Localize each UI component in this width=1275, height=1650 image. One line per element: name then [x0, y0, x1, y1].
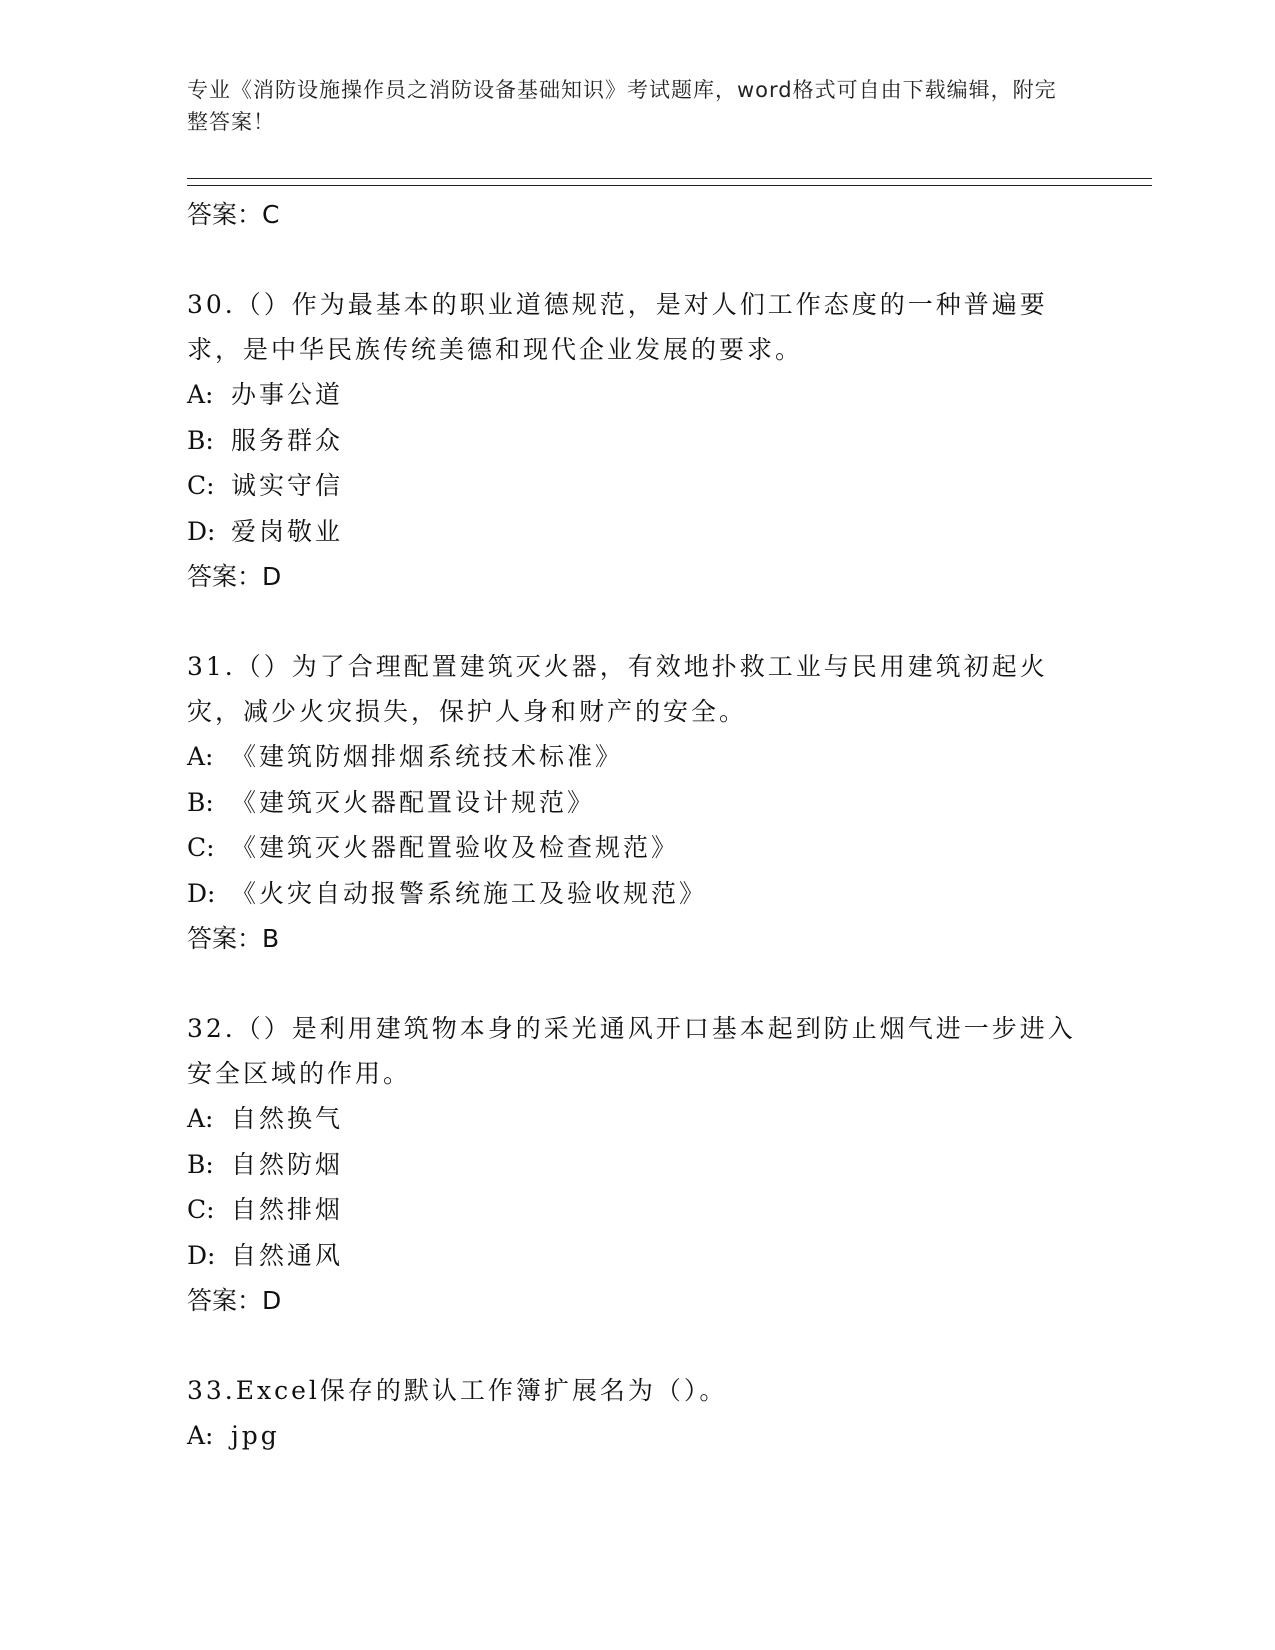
option-text: 诚实守信	[231, 471, 344, 500]
option-b	[187, 1142, 1087, 1188]
document-header: 专业《消防设施操作员之消防设备基础知识》考试题库，word格式可自由下载编辑，附完整答案！	[187, 78, 1057, 134]
header-double-rule	[187, 178, 1152, 186]
option-a	[187, 1413, 1087, 1459]
option-letter: C:	[187, 1195, 215, 1224]
option-letter: B:	[187, 425, 214, 455]
question-block	[187, 1368, 1087, 1459]
option-d	[187, 509, 1087, 555]
option-letter: B:	[187, 1149, 214, 1179]
option-letter: A:	[187, 1421, 214, 1450]
option-text: 办事公道	[231, 380, 344, 409]
option-c	[187, 463, 1087, 509]
option-c	[187, 825, 1087, 871]
option-c	[187, 1187, 1087, 1233]
option-text: 《建筑防烟排烟系统技术标准》	[231, 742, 624, 771]
option-letter: C:	[187, 471, 215, 500]
answer-line: 答案：D	[187, 1286, 282, 1315]
answer-line: 答案：C	[187, 200, 280, 229]
option-b	[187, 418, 1087, 464]
option-text: 爱岗敬业	[231, 516, 344, 546]
option-d	[187, 871, 1087, 917]
answer-line: 答案：B	[187, 924, 280, 953]
option-letter: A:	[187, 1104, 214, 1133]
option-letter: D:	[187, 516, 216, 546]
question-block	[187, 1006, 1087, 1324]
question-text: 31.（）为了合理配置建筑灭火器，有效地扑救工业与民用建筑初起火灾，减少火灾损失，保护人身和财产的安全。	[187, 652, 1048, 726]
option-d	[187, 1233, 1087, 1279]
option-text: 自然排烟	[231, 1195, 344, 1224]
option-a	[187, 734, 1087, 780]
option-letter: B:	[187, 787, 214, 817]
option-text: 自然防烟	[231, 1149, 344, 1179]
option-a	[187, 372, 1087, 418]
option-letter: C:	[187, 833, 215, 862]
option-text: jpg	[231, 1421, 280, 1450]
question-block	[187, 644, 1087, 962]
option-letter: D:	[187, 1240, 216, 1270]
option-letter: A:	[187, 742, 214, 771]
option-text: 服务群众	[231, 425, 344, 455]
option-letter: A:	[187, 380, 214, 409]
option-text: 《火灾自动报警系统施工及验收规范》	[231, 878, 708, 908]
option-a	[187, 1096, 1087, 1142]
option-text: 自然换气	[231, 1104, 344, 1133]
option-text: 《建筑灭火器配置设计规范》	[231, 787, 596, 817]
question-list	[187, 192, 1087, 1459]
answer-line: 答案：D	[187, 562, 282, 591]
question-text: 32.（）是利用建筑物本身的采光通风开口基本起到防止烟气进一步进入安全区域的作用。	[187, 1014, 1076, 1088]
option-text: 《建筑灭火器配置验收及检查规范》	[231, 833, 680, 862]
option-text: 自然通风	[231, 1240, 344, 1270]
question-text: 33.Excel保存的默认工作簿扩展名为（）。	[187, 1376, 728, 1405]
option-letter: D:	[187, 878, 216, 908]
question-block	[187, 282, 1087, 600]
option-b	[187, 780, 1087, 826]
question-text: 30.（）作为最基本的职业道德规范，是对人们工作态度的一种普遍要求，是中华民族传统美德和现代企业发展的要求。	[187, 290, 1048, 364]
